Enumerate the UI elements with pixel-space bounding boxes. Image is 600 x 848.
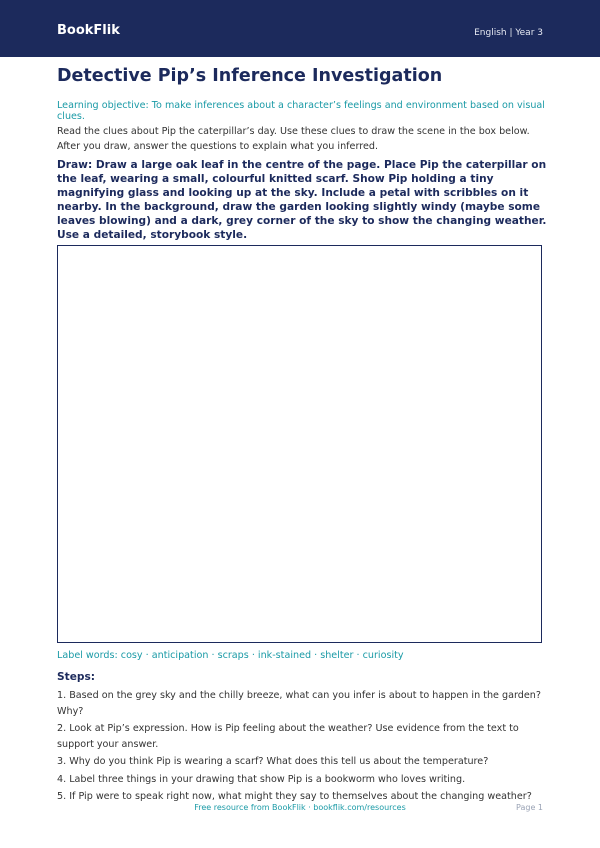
footer-link[interactable]: Free resource from BookFlik · bookflik.com/resources	[194, 803, 406, 812]
draw-instruction: Draw: Draw a large oak leaf in the centre of the page. Place Pip the caterpillar on the leaf, wearing a small, colourful knitted scarf. Show Pip holding a tiny magnifying glass and looking up at the sky. Include a petal with scribbles on it nearby. In the background, draw the garden looking slightly windy (maybe some leaves blowing) and a dark, grey corner of the sky to show the changing weather. Use a detailed, storybook style.	[57, 159, 547, 241]
drawing-box[interactable]	[57, 245, 542, 643]
subject-year-label: English | Year 3	[474, 28, 543, 38]
step-item: 3. Why do you think Pip is wearing a scarf? What does this tell us about the temperature?	[57, 756, 489, 767]
page-number: Page 1	[516, 803, 543, 812]
step-item: 4. Label three things in your drawing that show Pip is a bookworm who loves writing.	[57, 773, 466, 785]
step-item: 2. Look at Pip’s expression. How is Pip feeling about the weather? Use evidence from the text to support your answer.	[57, 723, 519, 750]
learning-objective: Learning objective: To make inferences about a character’s feelings and environment based on visual clues.	[57, 100, 545, 122]
step-item: 1. Based on the grey sky and the chilly breeze, what can you infer is about to happen in the garden? Why?	[57, 690, 541, 717]
steps-heading: Steps:	[57, 671, 96, 683]
brand-logo[interactable]: BookFlik	[57, 23, 120, 38]
page-title: Detective Pip’s Inference Investigation	[57, 66, 443, 86]
label-words: Label words: cosy · anticipation · scraps · ink-stained · shelter · curiosity	[57, 650, 404, 661]
steps-list	[57, 688, 547, 807]
step-item: 5. If Pip were to speak right now, what might they say to themselves about the changing weather?	[57, 791, 532, 802]
intro-text: Read the clues about Pip the caterpillar’s day. Use these clues to draw the scene in the box below. After you draw, answer the questions to explain what you inferred.	[57, 126, 530, 152]
header-bar	[0, 0, 600, 57]
